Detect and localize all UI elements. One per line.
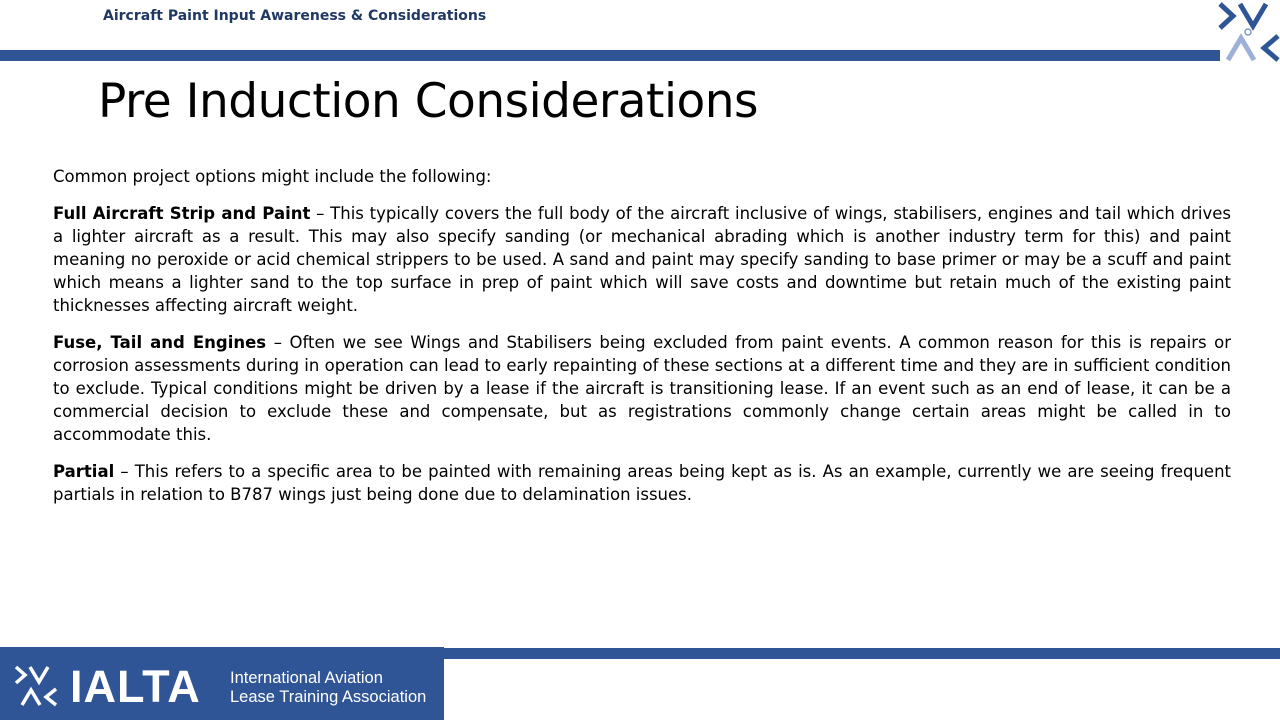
option-term: Fuse, Tail and Engines [53, 333, 267, 352]
header-title: Aircraft Paint Input Awareness & Considerations [103, 8, 487, 24]
slide-title: Pre Induction Considerations [98, 74, 759, 129]
option-partial [53, 460, 1231, 506]
option-term: Full Aircraft Strip and Paint [53, 204, 311, 223]
organization-name-line1: International Aviation [230, 669, 383, 687]
ialta-wordmark: IALTA [70, 661, 201, 712]
option-description: – This typically covers the full body of the aircraft inclusive of wings, stabilisers, engines and tail which drives a lighter aircraft as a result. This may also specify sanding (or mechanical abrading which is another industry term for this) and paint meaning no peroxide or acid chemical strippers to be used. A sand and paint may specify sanding to base primer or may be a scuff and paint which means a lighter sand to the top surface in prep of paint which will save costs and downtime but retain much of the existing paint thicknesses affecting aircraft weight. [53, 204, 1231, 315]
option-description: – This refers to a specific area to be painted with remaining areas being kept as is. As an example, currently we are seeing frequent partials in relation to B787 wings just being done due to delamination issues. [53, 462, 1231, 504]
option-description: – Often we see Wings and Stabilisers being excluded from paint events. A common reason for this is repairs or corrosion assessments during in operation can lead to early repainting of these sections at a different time and they are in sufficient condition to exclude. Typical conditions might be driven by a lease if the aircraft is transitioning lease. If an event such as an end of lease, it can be a commercial decision to exclude these and compensate, but as registrations commonly change certain areas might be called in to accommodate this. [53, 333, 1231, 444]
ialta-chevron-mark-icon [14, 664, 58, 708]
intro-paragraph: Common project options might include the following: [53, 167, 492, 186]
slide-body [53, 165, 1231, 520]
footer-divider [444, 648, 1280, 659]
header-divider [0, 50, 1220, 61]
option-fuse-tail-engines [53, 331, 1231, 446]
organization-name-line2: Lease Training Association [230, 688, 427, 706]
organization-name [230, 669, 426, 707]
option-full-strip [53, 202, 1231, 317]
option-term: Partial [53, 462, 115, 481]
ialta-chevron-logo-icon [1216, 0, 1280, 64]
